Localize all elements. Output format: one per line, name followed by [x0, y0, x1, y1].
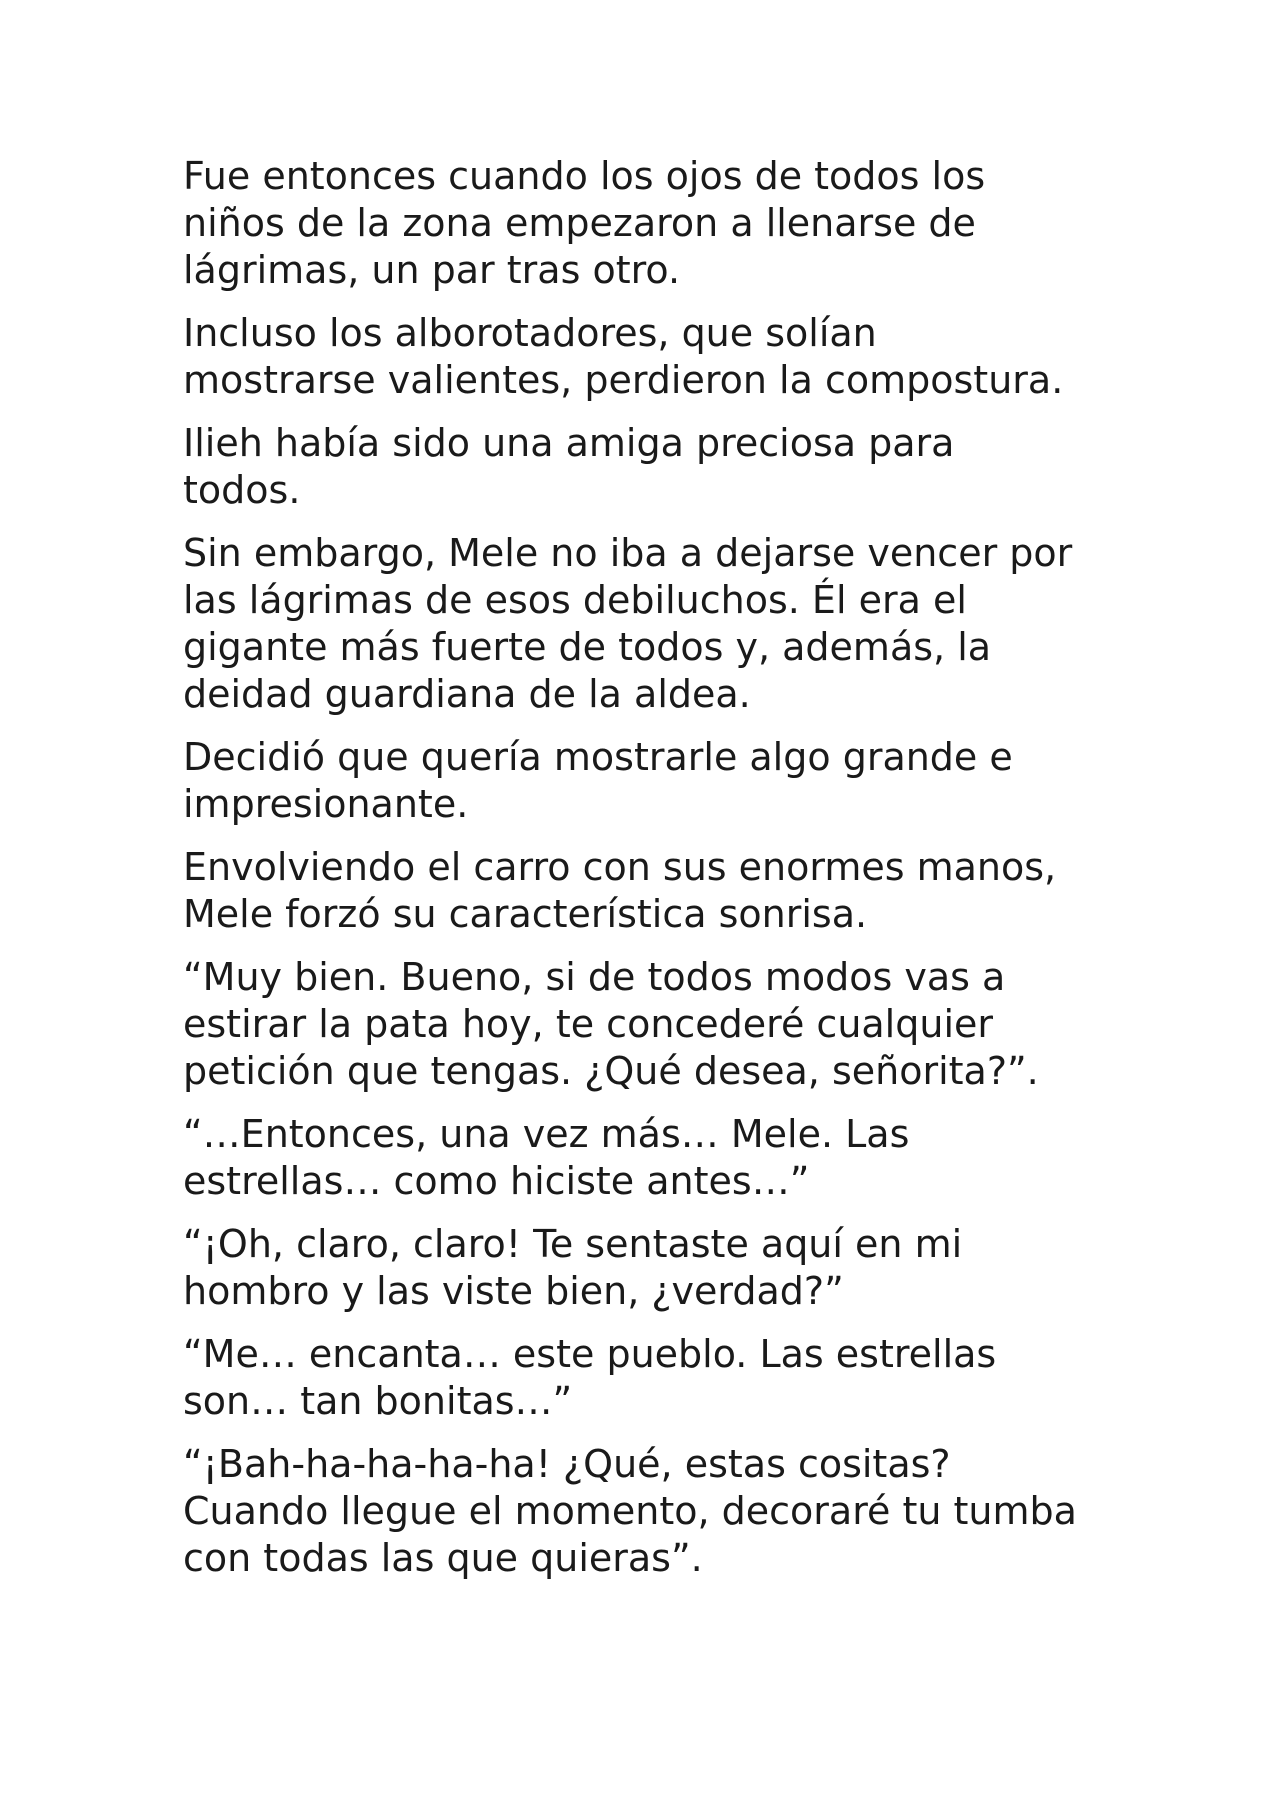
paragraph	[183, 310, 1113, 404]
text-line: estrellas… como hiciste antes…”	[183, 1159, 810, 1203]
text-line: deidad guardiana de la aldea.	[183, 672, 751, 716]
text-line: Incluso los alborotadores, que solían	[183, 311, 877, 355]
paragraph	[183, 530, 1113, 718]
text-line: “¡Bah-ha-ha-ha-ha! ¿Qué, estas cositas?	[183, 1442, 951, 1486]
paragraph	[183, 954, 1113, 1095]
paragraph	[183, 1111, 1113, 1205]
text-line: Decidió que quería mostrarle algo grande e	[183, 735, 1013, 779]
text-line: todos.	[183, 468, 301, 512]
text-line: son… tan bonitas…”	[183, 1379, 573, 1423]
text-line: “Muy bien. Bueno, si de todos modos vas a	[183, 955, 1006, 999]
text-line: “Me… encanta… este pueblo. Las estrellas	[183, 1332, 997, 1376]
text-line: Ilieh había sido una amiga preciosa para	[183, 421, 955, 465]
text-line: gigante más fuerte de todos y, además, la	[183, 625, 992, 669]
text-body	[183, 153, 1113, 1598]
paragraph	[183, 420, 1113, 514]
paragraph	[183, 1221, 1113, 1315]
paragraph	[183, 734, 1113, 828]
text-line: “…Entonces, una vez más… Mele. Las	[183, 1112, 910, 1156]
text-line: Sin embargo, Mele no iba a dejarse vencer por	[183, 531, 1073, 575]
paragraph	[183, 1441, 1113, 1582]
text-line: Fue entonces cuando los ojos de todos los	[183, 154, 986, 198]
text-line: impresionante.	[183, 782, 469, 826]
text-line: Mele forzó su característica sonrisa.	[183, 892, 868, 936]
text-line: lágrimas, un par tras otro.	[183, 248, 681, 292]
text-line: hombro y las viste bien, ¿verdad?”	[183, 1269, 844, 1313]
text-line: Envolviendo el carro con sus enormes manos,	[183, 845, 1057, 889]
paragraph	[183, 153, 1113, 294]
text-line: petición que tengas. ¿Qué desea, señorita?”.	[183, 1049, 1039, 1093]
text-line: “¡Oh, claro, claro! Te sentaste aquí en mi	[183, 1222, 963, 1266]
text-line: las lágrimas de esos debiluchos. Él era el	[183, 578, 967, 622]
text-line: mostrarse valientes, perdieron la compostura.	[183, 358, 1064, 402]
text-line: Cuando llegue el momento, decoraré tu tumba	[183, 1489, 1077, 1533]
text-line: con todas las que quieras”.	[183, 1536, 703, 1580]
paragraph	[183, 1331, 1113, 1425]
text-line: estirar la pata hoy, te concederé cualquier	[183, 1002, 994, 1046]
text-line: niños de la zona empezaron a llenarse de	[183, 201, 976, 245]
paragraph	[183, 844, 1113, 938]
